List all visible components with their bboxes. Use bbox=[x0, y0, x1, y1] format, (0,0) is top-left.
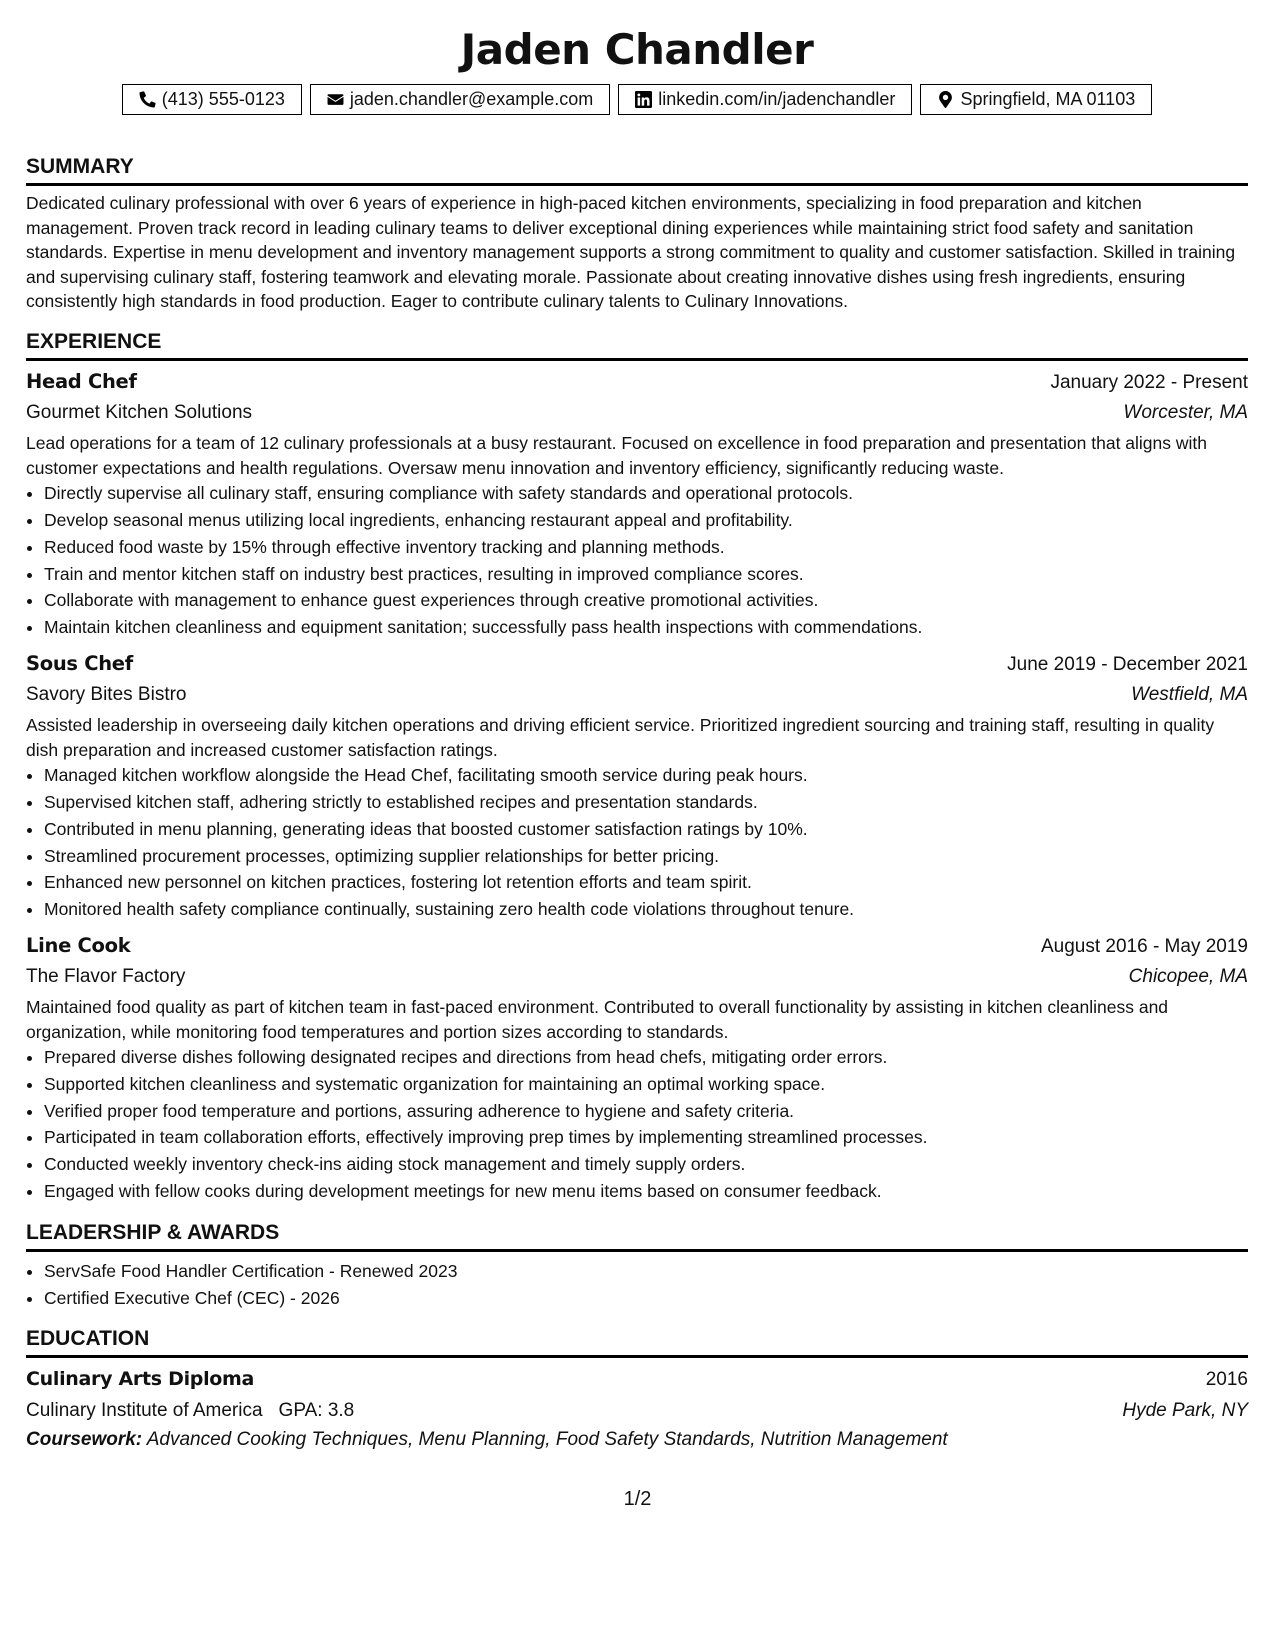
job-title: Head Chef bbox=[26, 369, 137, 393]
phone-icon bbox=[139, 91, 156, 108]
list-item: • Participated in team collaboration efforts, effectively improving prep times by implementing streamlined processes. bbox=[44, 1124, 1248, 1151]
list-item: • Streamlined procurement processes, optimizing supplier relationships for better pricing. bbox=[44, 843, 1248, 870]
contact-location-text: Springfield, MA 01103 bbox=[960, 89, 1136, 109]
resume-page bbox=[26, 0, 1248, 1454]
job-description: Maintained food quality as part of kitchen team in fast-paced environment. Contributed to overall functionality by assisting in kitchen cleanliness and organization, while monitoring food temperatures and portion sizes according to standards. bbox=[26, 996, 1169, 1042]
summary-heading: SUMMARY bbox=[26, 153, 1248, 186]
envelope-icon bbox=[327, 91, 344, 108]
contact-email-text: jaden.chandler@example.com bbox=[349, 89, 594, 109]
list-item: • Monitored health safety compliance continually, sustaining zero health code violations throughout tenure. bbox=[44, 896, 1248, 923]
list-item: • Prepared diverse dishes following designated recipes and directions from head chefs, mitigating order errors. bbox=[44, 1044, 1248, 1071]
experience-heading: EXPERIENCE bbox=[26, 328, 1248, 361]
list-item: • Managed kitchen workflow alongside the Head Chef, facilitating smooth service during peak hours. bbox=[44, 762, 1248, 789]
awards-heading: LEADERSHIP & AWARDS bbox=[26, 1219, 1248, 1252]
job-bullets bbox=[26, 1044, 1248, 1205]
page-number: 1/2 bbox=[623, 1488, 652, 1510]
candidate-name: Jaden Chandler bbox=[460, 25, 814, 74]
job-bullets bbox=[26, 762, 1248, 923]
list-item: • Engaged with fellow cooks during development meetings for new menu items based on consumer feedback. bbox=[44, 1178, 1248, 1205]
contact-email[interactable] bbox=[310, 84, 610, 115]
list-item: • Maintain kitchen cleanliness and equipment sanitation; successfully pass health inspections with commendations. bbox=[44, 614, 1248, 641]
job-bullets bbox=[26, 480, 1248, 641]
job-entry bbox=[26, 931, 1248, 1205]
job-title: Line Cook bbox=[26, 933, 131, 957]
list-item: • Develop seasonal menus utilizing local ingredients, enhancing restaurant appeal and profitability. bbox=[44, 507, 1248, 534]
degree-title: Culinary Arts Diploma bbox=[26, 1368, 255, 1391]
job-title: Sous Chef bbox=[26, 651, 133, 675]
list-item: • Contributed in menu planning, generating ideas that boosted customer satisfaction ratings by 10%. bbox=[44, 816, 1248, 843]
list-item: • Conducted weekly inventory check-ins aiding stock management and timely supply orders. bbox=[44, 1151, 1248, 1178]
awards-section bbox=[26, 1219, 1248, 1312]
job-entry bbox=[26, 649, 1248, 923]
list-item: • Directly supervise all culinary staff, ensuring compliance with safety standards and operational protocols. bbox=[44, 480, 1248, 507]
job-company: The Flavor Factory bbox=[26, 965, 186, 987]
job-entry bbox=[26, 367, 1248, 641]
gpa: GPA: 3.8 bbox=[278, 1400, 355, 1422]
list-item: • Certified Executive Chef (CEC) - 2026 bbox=[44, 1285, 1248, 1312]
job-dates: June 2019 - December 2021 bbox=[1007, 653, 1248, 675]
list-item: • Supervised kitchen staff, adhering strictly to established recipes and presentation standards. bbox=[44, 789, 1248, 816]
contact-bar bbox=[26, 84, 1248, 115]
school-location: Hyde Park, NY bbox=[1122, 1400, 1248, 1422]
experience-section bbox=[26, 328, 1248, 1205]
awards-list bbox=[26, 1258, 1248, 1312]
coursework-list: Advanced Cooking Techniques, Menu Planning, Food Safety Standards, Nutrition Management bbox=[146, 1429, 948, 1451]
school-info bbox=[26, 1396, 354, 1425]
job-location: Westfield, MA bbox=[1131, 683, 1248, 705]
job-dates: January 2022 - Present bbox=[1050, 371, 1248, 393]
list-item: • Reduced food waste by 15% through effective inventory tracking and planning methods. bbox=[44, 534, 1248, 561]
job-description: Lead operations for a team of 12 culinary professionals at a busy restaurant. Focused on excellence in food preparation and presentation that aligns with customer expectations and health regulations. Oversaw menu innovation and inventory efficiency, significantly reducing waste. bbox=[26, 432, 1208, 478]
education-section bbox=[26, 1325, 1248, 1454]
contact-linkedin-text: linkedin.com/in/jadenchandler bbox=[658, 89, 896, 109]
school-name: Culinary Institute of America bbox=[26, 1400, 263, 1422]
list-item: • Verified proper food temperature and portions, assuring adherence to hygiene and safety criteria. bbox=[44, 1098, 1248, 1125]
job-location: Chicopee, MA bbox=[1128, 965, 1248, 987]
job-description: Assisted leadership in overseeing daily kitchen operations and driving efficient service. Prioritized ingredient sourcing and training staff, resulting in quality dish preparation and increased customer satisfaction ratings. bbox=[26, 714, 1215, 760]
contact-location bbox=[920, 84, 1152, 115]
summary-text: Dedicated culinary professional with over 6 years of experience in high-paced kitchen environments, specializing in food preparation and kitchen management. Proven track record in leading culinary teams to deliver exceptional dining experiences while maintaining strict food safety and sanitation standards. Expertise in menu development and inventory management supports a strong commitment to quality and customer satisfaction. Skilled in training and supervising culinary staff, fostering teamwork and elevating morale. Passionate about creating innovative dishes using fresh ingredients, ensuring consistently high standards in food production. Eager to contribute culinary talents to Culinary Innovations. bbox=[26, 193, 1236, 312]
job-location: Worcester, MA bbox=[1123, 401, 1248, 423]
coursework bbox=[26, 1426, 1248, 1454]
job-dates: August 2016 - May 2019 bbox=[1040, 935, 1248, 957]
list-item: • ServSafe Food Handler Certification - Renewed 2023 bbox=[44, 1258, 1248, 1285]
education-heading: EDUCATION bbox=[26, 1325, 1248, 1358]
map-marker-icon bbox=[937, 91, 954, 108]
summary-section bbox=[26, 153, 1248, 314]
coursework-label: Coursework: bbox=[26, 1429, 143, 1451]
job-company: Savory Bites Bistro bbox=[26, 683, 187, 705]
list-item: • Collaborate with management to enhance guest experiences through creative promotional activities. bbox=[44, 587, 1248, 614]
contact-phone[interactable] bbox=[122, 84, 302, 115]
graduation-year: 2016 bbox=[1205, 1369, 1248, 1391]
job-company: Gourmet Kitchen Solutions bbox=[26, 401, 253, 423]
contact-phone-text: (413) 555-0123 bbox=[161, 89, 285, 109]
list-item: • Train and mentor kitchen staff on industry best practices, resulting in improved compliance scores. bbox=[44, 561, 1248, 588]
list-item: • Supported kitchen cleanliness and systematic organization for maintaining an optimal working space. bbox=[44, 1071, 1248, 1098]
linkedin-icon bbox=[635, 91, 652, 108]
list-item: • Enhanced new personnel on kitchen practices, fostering lot retention efforts and team spirit. bbox=[44, 869, 1248, 896]
contact-linkedin[interactable] bbox=[618, 84, 912, 115]
